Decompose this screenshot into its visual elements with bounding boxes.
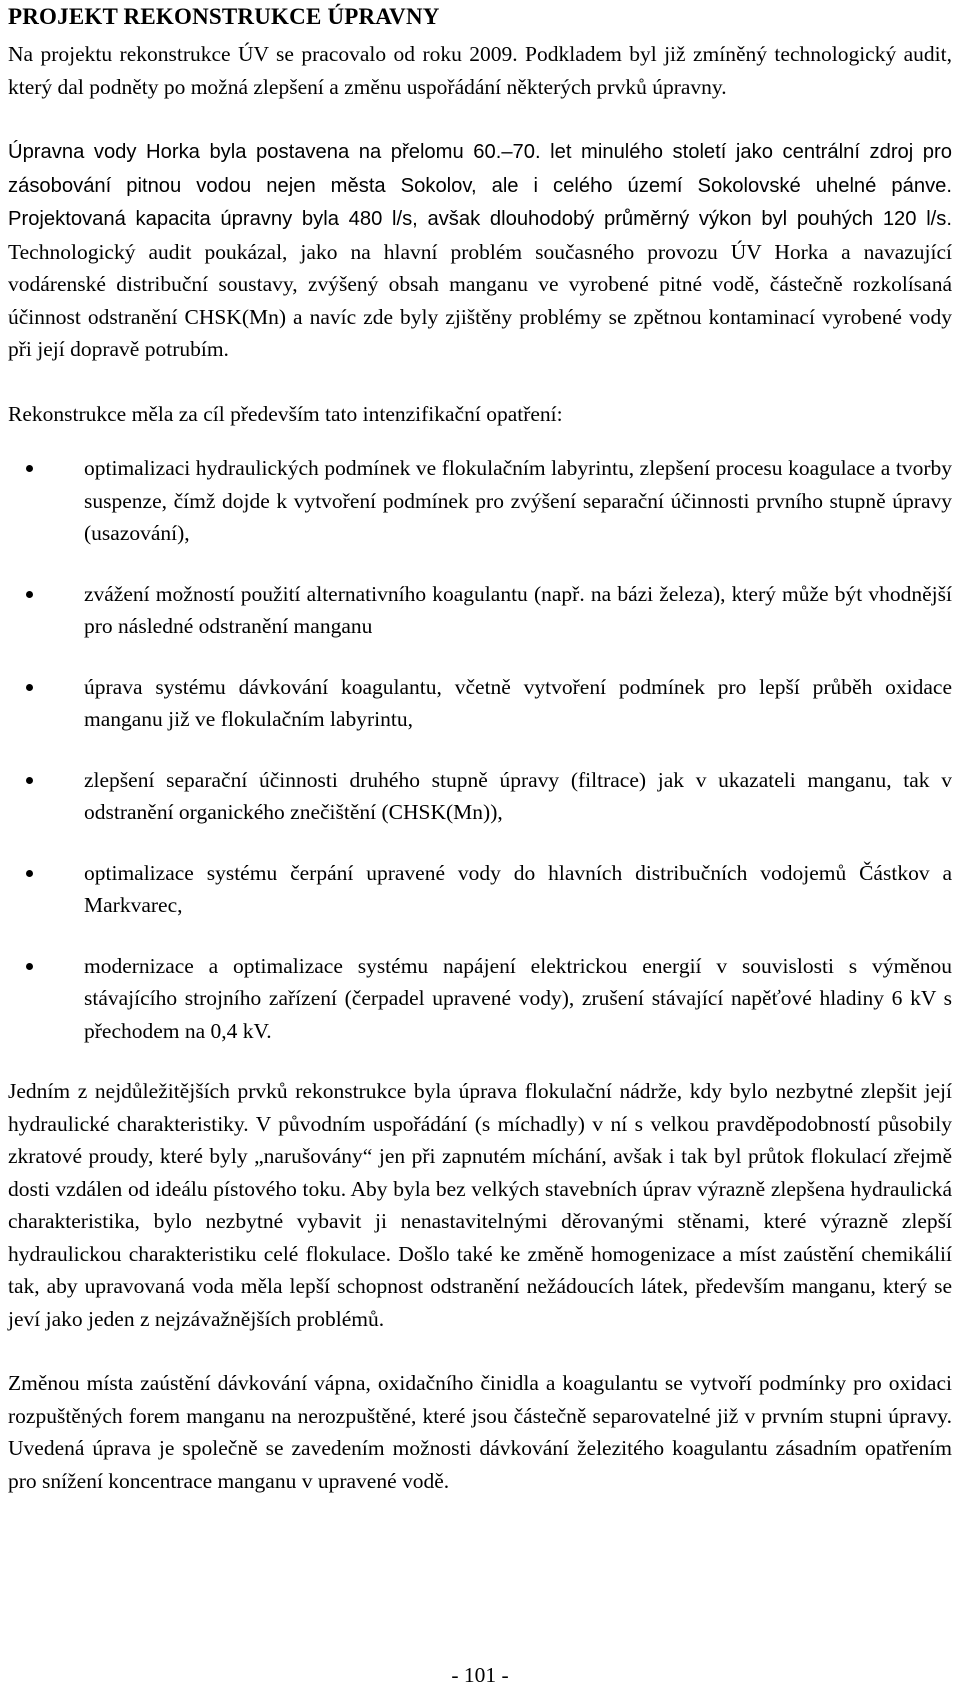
list-item-text: zvážení možností použití alternativního koagulantu (např. na bázi železa), který může být vhodnější pro následné odstranění manganu <box>84 581 952 638</box>
list-item <box>8 857 952 922</box>
history-paragraph <box>8 135 952 366</box>
measures-intro: Rekonstrukce měla za cíl především tato intenzifikační opatření: <box>8 401 563 426</box>
bullet-icon <box>26 963 33 970</box>
list-item-text: úprava systému dávkování koagulantu, včetně vytvoření podmínek pro lepší průběh oxidace manganu již ve flokulačním labyrintu, <box>84 674 952 731</box>
bullet-icon <box>26 684 33 691</box>
history-text-sans: Úpravna vody Horka byla postavena na přelomu 60.–70. let minulého století jako centrální zdroj pro zásobování pitnou vodou nejen města Sokolov, ale i celého území Sokolovské uhelné pánve. Projektovaná kapacita úpravny byla 480 l/s, avšak dlouhodobý průměrný výkon byl pouhých 120 l/s. <box>8 141 952 230</box>
history-text-serif: Technologický audit poukázal, jako na hlavní problém současného provozu ÚV Horka a navazující vodárenské distribuční soustavy, zvýšený obsah manganu ve vyrobené pitné vodě, částečně rozkolísaná účinnost odstranění CHSK(Mn) a navíc zde byly zjištěny problémy se zpětnou kontaminací vyrobené vody při její dopravě potrubím. <box>8 239 952 361</box>
list-item-text: optimalizaci hydraulických podmínek ve flokulačním labyrintu, zlepšení procesu koagulace a tvorby suspenze, čímž dojde k vytvoření podmínek pro zvýšení separační účinnosti prvního stupně úpravy (usazování), <box>84 456 952 545</box>
page-title: PROJEKT REKONSTRUKCE ÚPRAVNY <box>8 4 440 29</box>
dosing-paragraph: Změnou místa zaústění dávkování vápna, oxidačního činidla a koagulantu se vytvoří podmínky pro oxidaci rozpuštěných forem manganu na nerozpuštěné, které jsou částečně separovatelné již v prvním stupni úpravy. Uvedená úprava je společně se zavedením možnosti dávkování železitého koagulantu zásadním opatřením pro snížení koncentrace manganu v upravené vodě. <box>8 1371 952 1493</box>
bullet-icon <box>26 870 33 877</box>
flocculation-paragraph: Jedním z nejdůležitějších prvků rekonstrukce byla úprava flokulační nádrže, kdy bylo nezbytné zlepšit její hydraulické charakteristiky. V původním uspořádání (s míchadly) v ní s velkou pravděpodobností působily zkratové proudy, které byly „narušovány“ jen při zapnutém míchání, avšak i tak byl průtok flokulací zřejmě dosti vzdálen od ideálu pístového toku. Aby byla bez velkých stavebních úprav výrazně zlepšena hydraulická charakteristika, bylo nezbytné vybavit ji nenastavitelnými děrovanými stěnami, které výrazně zlepší hydraulickou charakteristiku celé flokulace. Došlo také ke změně homogenizace a míst zaústění chemikálií tak, aby upravovaná voda měla lepší schopnost odstranění nežádoucích látek, především manganu, který se jeví jako jeden z nejzávažnějších problémů. <box>8 1079 952 1331</box>
list-item <box>8 950 952 1048</box>
list-item <box>8 671 952 736</box>
list-item-text: zlepšení separační účinnosti druhého stupně úpravy (filtrace) jak v ukazateli manganu, tak v odstranění organického znečištění (CHSK(Mn)), <box>84 767 952 824</box>
list-item <box>8 764 952 829</box>
bullet-icon <box>26 777 33 784</box>
bullet-icon <box>26 465 33 472</box>
list-item-text: optimalizace systému čerpání upravené vody do hlavních distribučních vodojemů Částkov a Markvarec, <box>84 860 952 917</box>
list-item-text: modernizace a optimalizace systému napájení elektrickou energií v souvislosti s výměnou stávajícího strojního zařízení (čerpadel upravené vody), zrušení stávající napěťové hladiny 6 kV s přechodem na 0,4 kV. <box>84 953 952 1043</box>
bullet-icon <box>26 591 33 598</box>
intro-paragraph: Na projektu rekonstrukce ÚV se pracovalo od roku 2009. Podkladem byl již zmíněný technologický audit, který dal podněty po možná zlepšení a změnu uspořádání některých prvků úpravny. <box>8 42 952 99</box>
list-item <box>8 578 952 643</box>
page-number: - 101 - <box>451 1663 509 1687</box>
measures-list <box>8 452 952 1047</box>
list-item <box>8 452 952 550</box>
